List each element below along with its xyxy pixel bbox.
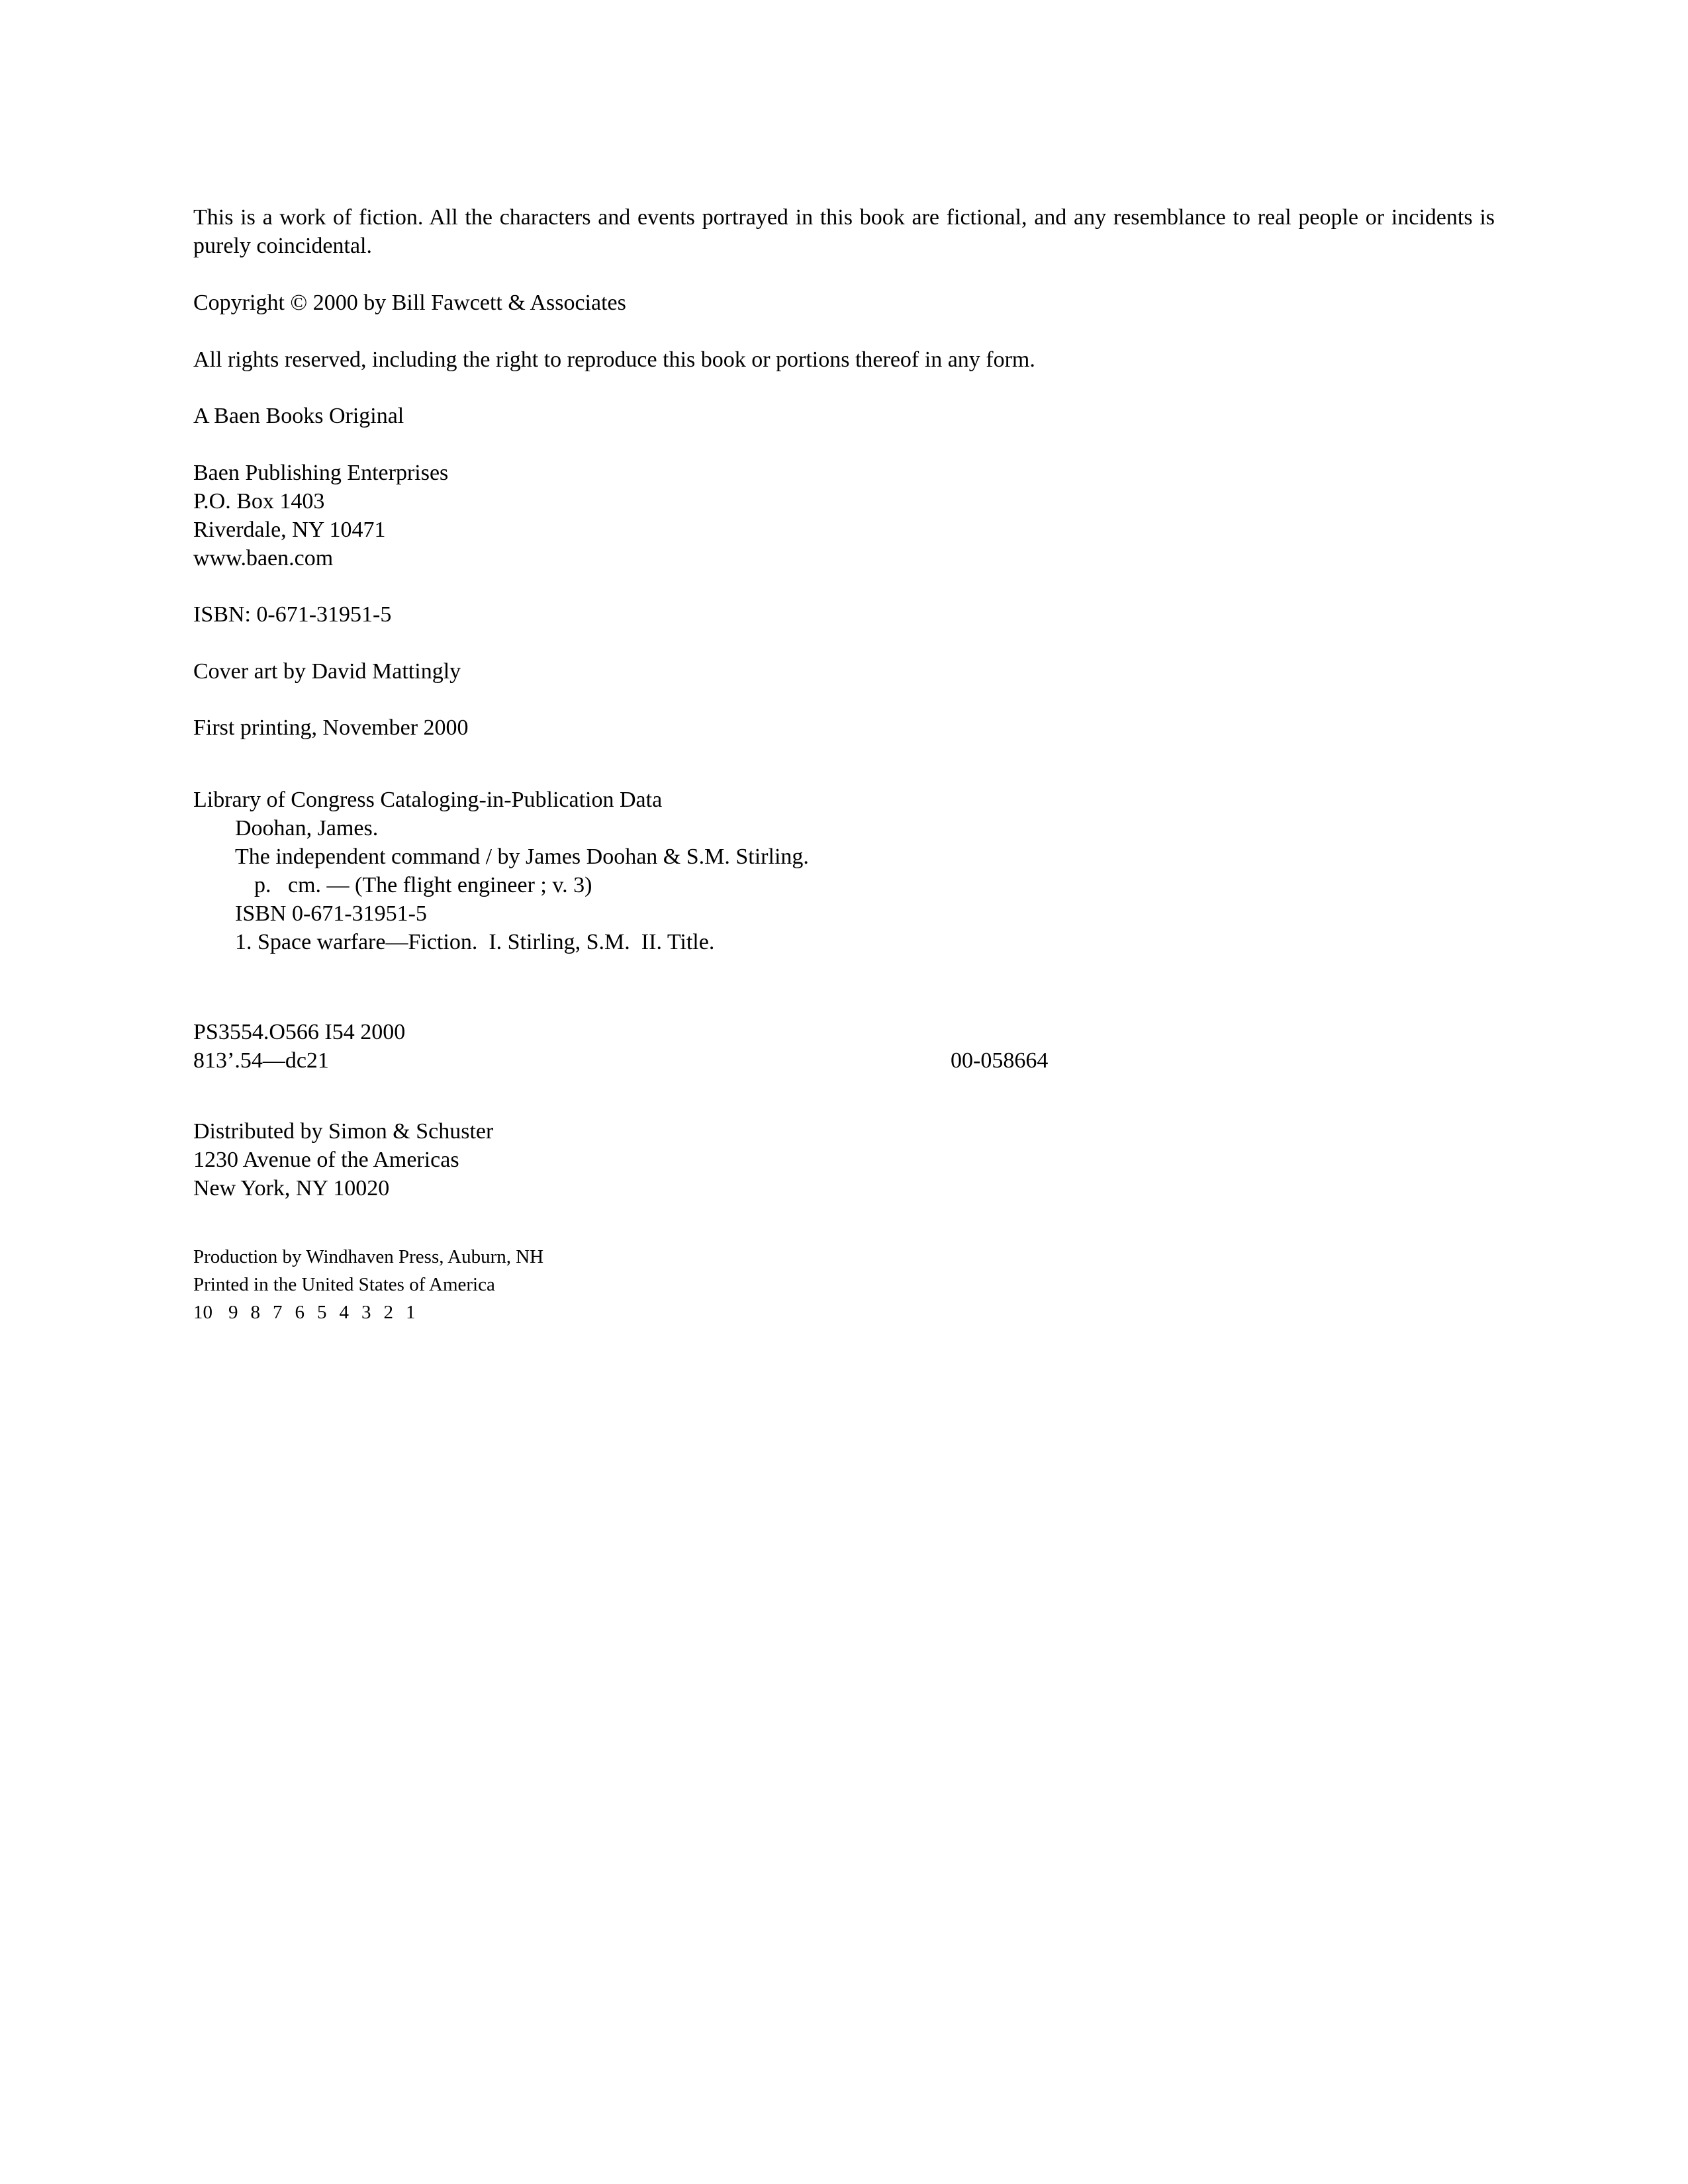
printing-number: 1 (406, 1302, 416, 1323)
copyright-line: Copyright © 2000 by Bill Fawcett & Associates (193, 291, 626, 315)
publisher-city: Riverdale, NY 10471 (193, 518, 386, 542)
classification (193, 1018, 405, 1075)
dewey-number: 813’.54—dc21 (193, 1048, 329, 1073)
rights-statement: All rights reserved, including the right to reproduce this book or portions thereof in any form. (193, 347, 1035, 372)
production-info (193, 1243, 543, 1298)
distributor-street: 1230 Avenue of the Americas (193, 1148, 459, 1172)
cip-subjects: 1. Space warfare—Fiction. I. Stirling, S.M. II. Title. (235, 930, 715, 954)
distributor-name: Distributed by Simon & Schuster (193, 1119, 494, 1144)
cip-heading: Library of Congress Cataloging-in-Publication Data (193, 788, 663, 812)
printing-number: 6 (295, 1302, 305, 1323)
printing-number: 5 (317, 1302, 327, 1323)
printing-number: 4 (339, 1302, 349, 1323)
cip-series: p. cm. — (The flight engineer ; v. 3) (254, 873, 592, 897)
cip-data (193, 786, 809, 956)
distributor-city: New York, NY 10020 (193, 1176, 390, 1201)
isbn: ISBN: 0-671-31951-5 (193, 602, 392, 627)
first-printing: First printing, November 2000 (193, 715, 469, 740)
printing-numbers (193, 1298, 428, 1326)
printed-in: Printed in the United States of America (193, 1274, 495, 1295)
production-credit: Production by Windhaven Press, Auburn, NH (193, 1246, 544, 1267)
distributor-address (193, 1117, 493, 1203)
printing-number: 3 (361, 1302, 371, 1323)
publisher-box: P.O. Box 1403 (193, 489, 325, 514)
cip-title: The independent command / by James Doohan & S.M. Stirling. (235, 844, 809, 869)
cip-isbn: ISBN 0-671-31951-5 (235, 901, 427, 926)
publisher-web: www.baen.com (193, 546, 334, 570)
publisher-name: Baen Publishing Enterprises (193, 461, 449, 485)
printing-number: 2 (383, 1302, 393, 1323)
baen-original: A Baen Books Original (193, 404, 404, 428)
cover-art-credit: Cover art by David Mattingly (193, 659, 461, 684)
printing-number: 9 (228, 1302, 238, 1323)
printing-number: 10 (193, 1302, 212, 1323)
cip-author: Doohan, James. (235, 816, 379, 841)
printing-number: 8 (250, 1302, 260, 1323)
fiction-notice: This is a work of fiction. All the characters and events portrayed in this book are fictional, and any resemblance to real people or incidents is purely coincidental. (193, 205, 1495, 258)
lccn-number: 00-058664 (951, 1048, 1049, 1073)
lc-call-number: PS3554.O566 I54 2000 (193, 1020, 406, 1044)
printing-number: 7 (273, 1302, 283, 1323)
publisher-address (193, 459, 448, 572)
